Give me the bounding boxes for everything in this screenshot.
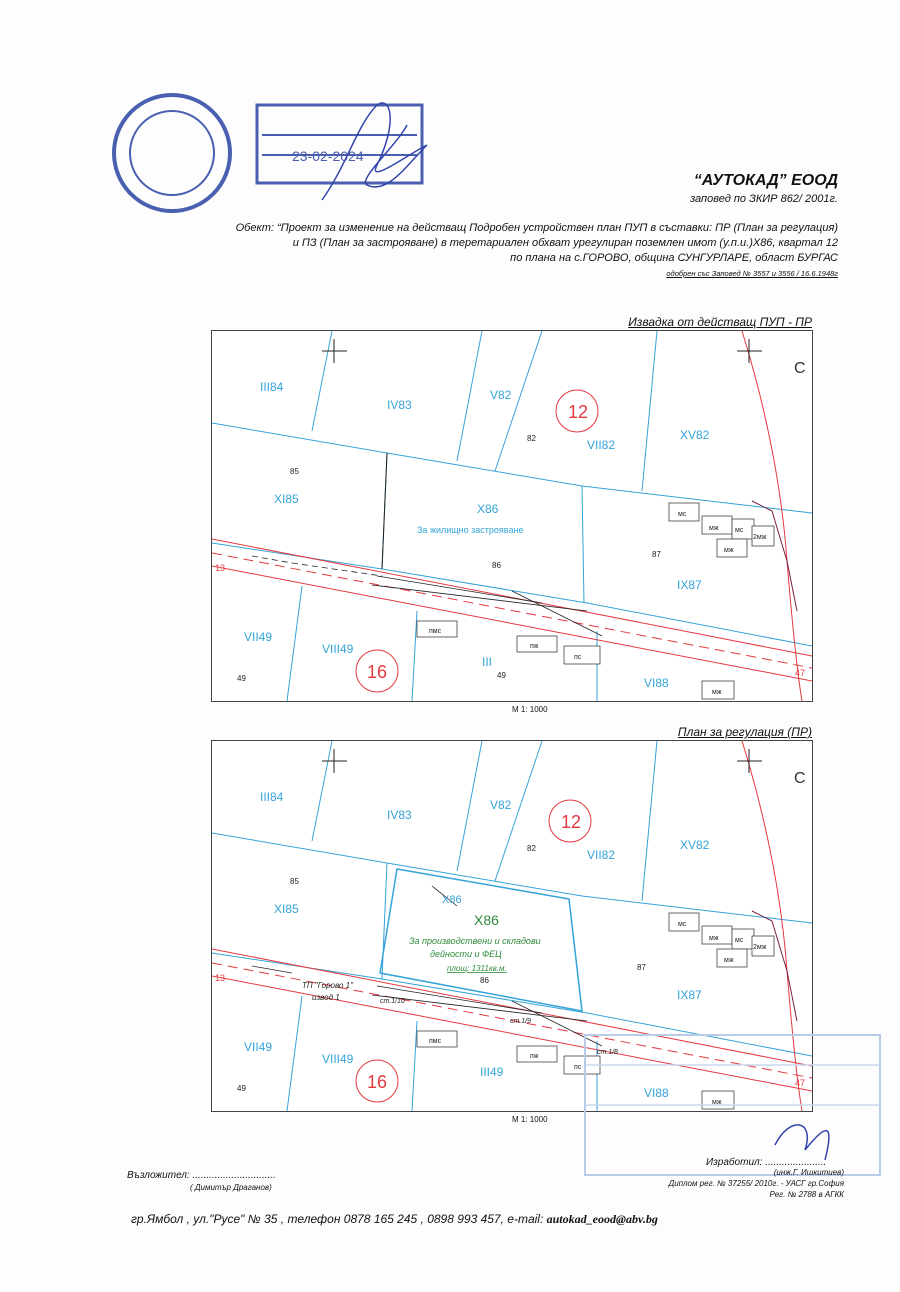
object-line-1: Обект: “Проект за изменение на действащ Подробен устройствен план ПУП в съставки: ПР (План за регулация) [235, 222, 838, 234]
north-arrow: С [794, 360, 806, 377]
tp-label: ТП "Горово 1" [302, 981, 353, 990]
label-iii84: III84 [260, 790, 284, 804]
street-47: 47 [795, 1078, 806, 1088]
label-vi88: VI88 [644, 1086, 669, 1100]
tag-pzh: пж [530, 1053, 539, 1060]
object-line-3: по плана на с.ГОРОВО, община СУНГУРЛАРЕ, област БУРГАС [510, 252, 838, 264]
author-name: (инж.Г. Ишкитиев) [773, 1168, 844, 1177]
block-16: 16 [367, 662, 388, 682]
tag-ps: пс [574, 1064, 582, 1071]
tag-mzh: мж [709, 525, 719, 532]
north-arrow: С [794, 770, 806, 787]
num-49a: 49 [237, 674, 246, 683]
street-13: 13 [215, 973, 226, 983]
label-xv82: XV82 [680, 838, 710, 852]
label-x86-old: X86 [442, 894, 462, 906]
tag-2mzh: 2мж [753, 944, 767, 951]
block-12: 12 [568, 402, 589, 422]
label-iii: III [482, 655, 493, 669]
block-12: 12 [561, 812, 582, 832]
num-86: 86 [480, 976, 489, 985]
map2-title: План за регулация (ПР) [677, 725, 812, 739]
tag-2mzh: 2мж [753, 534, 767, 541]
label-vii49: VII49 [244, 630, 273, 644]
tag-mzh3: мж [724, 957, 734, 964]
tag-mc2: мс [735, 937, 744, 944]
map1-title: Извадка от действащ ПУП - ПР [628, 315, 812, 329]
st-1-9: ст.1/9 [510, 1018, 531, 1025]
label-viii49: VIII49 [322, 1052, 354, 1066]
tag-mzh3: мж [724, 547, 734, 554]
label-iv83: IV83 [387, 808, 412, 822]
tag-pms: пмс [429, 628, 442, 635]
num-85: 85 [290, 877, 299, 886]
stamp-date: 23-02-2024 [292, 148, 364, 164]
label-ix87: IX87 [677, 988, 702, 1002]
num-87: 87 [652, 550, 661, 559]
tag-pms: пмс [429, 1038, 442, 1045]
object-line-2: и ПЗ (План за застрояване) в теретариален обхват урегулиран поземлен имот (у.п.и.)Х86, квартал 12 [292, 237, 838, 249]
company-name: “АУТОКАД” ЕООД [693, 172, 838, 189]
area-label: площ: 1311кв.м. [447, 964, 507, 973]
street-47: 47 [795, 668, 806, 678]
num-49a: 49 [237, 1084, 246, 1093]
num-82: 82 [527, 844, 536, 853]
tag-pzh: пж [530, 643, 539, 650]
footer-email[interactable]: autokad_eood@abv.bg [546, 1212, 658, 1226]
object-approved: одобрен със Заповед № 3557 и 3556 / 16.6.1948г [666, 269, 838, 278]
street-13: 13 [215, 563, 226, 573]
object-description [120, 221, 838, 281]
tag-mzh: мж [709, 935, 719, 942]
label-xv82: XV82 [680, 428, 710, 442]
num-86: 86 [492, 561, 501, 570]
st-1-8: ст.1/8 [597, 1049, 618, 1056]
author-reg: Рег. № 2788 в АГКК [769, 1190, 844, 1199]
company-order: заповед по ЗКИР 862/ 2001г. [690, 193, 838, 205]
footer-address: гр.Ямбол , ул."Русе" № 35 , телефон 0878 165 245 , 0898 993 457, e-mail: [131, 1212, 547, 1226]
label-vii82: VII82 [587, 848, 616, 862]
map1-existing-plan [211, 330, 813, 702]
label-v82: V82 [490, 388, 512, 402]
label-v82: V82 [490, 798, 512, 812]
block-16: 16 [367, 1072, 388, 1092]
label-iv83: IV83 [387, 398, 412, 412]
author-label: Изработил: ...................... [706, 1157, 827, 1168]
label-x86: X86 [477, 502, 499, 516]
label-vii49: VII49 [244, 1040, 273, 1054]
label-ix87: IX87 [677, 578, 702, 592]
zone-note: За жилищно застрояване [417, 525, 524, 535]
label-vi88: VI88 [644, 676, 669, 690]
zone-note-1: За производствени и складови [409, 936, 541, 946]
map1-scale: М 1: 1000 [512, 705, 548, 714]
author-credits [669, 1167, 844, 1200]
map2-scale: М 1: 1000 [512, 1115, 548, 1124]
label-viii49: VIII49 [322, 642, 354, 656]
label-vii82: VII82 [587, 438, 616, 452]
num-85: 85 [290, 467, 299, 476]
label-iii84: III84 [260, 380, 284, 394]
tag-mc: мс [678, 921, 687, 928]
tp-feeder: извод 1 [312, 993, 340, 1002]
assignor-name: ( Димитър Драганов) [190, 1183, 272, 1192]
tag-mc2: мс [735, 527, 744, 534]
tag-mzh4: мж [712, 689, 722, 696]
label-xi85: XI85 [274, 902, 299, 916]
label-iii49: III49 [480, 1065, 504, 1079]
num-82: 82 [527, 434, 536, 443]
tag-mzh4: мж [712, 1099, 722, 1106]
author-diploma: Диплом рег. № 37255/ 2010г. - УАСГ гр.София [668, 1179, 844, 1188]
num-87: 87 [637, 963, 646, 972]
label-x86-new: X86 [474, 912, 499, 928]
zone-note-2: дейности и ФЕЦ [430, 949, 502, 959]
tag-mc: мс [678, 511, 687, 518]
num-49b: 49 [497, 671, 506, 680]
label-xi85: XI85 [274, 492, 299, 506]
footer-contact [131, 1212, 658, 1227]
tag-ps: пс [574, 654, 582, 661]
official-stamp [107, 85, 432, 220]
assignor-label: Възложител: .............................. [127, 1170, 276, 1181]
st-1-10: ст.1/10 [380, 998, 405, 1005]
